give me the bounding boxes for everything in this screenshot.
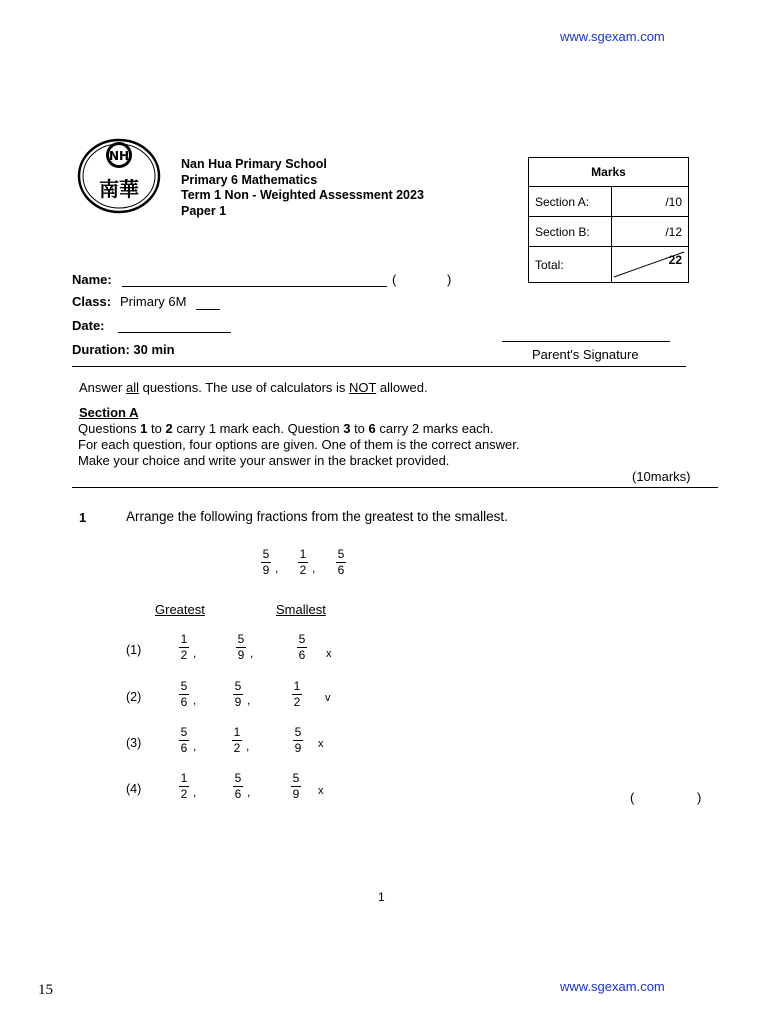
separator: ,	[250, 646, 254, 660]
page-number: 1	[378, 890, 385, 904]
option-4-fraction-3: 5 9	[292, 771, 300, 801]
question-text: Arrange the following fractions from the greatest to the smallest.	[126, 509, 508, 524]
separator: ,	[312, 561, 316, 575]
logo-chinese: 南華	[99, 177, 139, 201]
general-instruction: Answer all questions. The use of calculators is NOT allowed.	[79, 380, 428, 395]
marks-label-total: Total:	[529, 247, 612, 283]
option-4-handwritten-mark: x	[318, 785, 324, 797]
option-3-handwritten-mark: x	[318, 738, 324, 750]
paper-label: Paper 1	[181, 203, 227, 218]
separator: ,	[193, 785, 197, 799]
marks-score-total	[612, 247, 689, 283]
separator: ,	[275, 561, 279, 575]
answer-bracket-open[interactable]: (	[630, 790, 635, 805]
section-a-title: Section A	[79, 405, 139, 420]
class-label: Class:	[72, 294, 112, 309]
separator: ,	[193, 646, 197, 660]
class-value: Primary 6M	[120, 294, 187, 309]
option-4-fraction-1: 1 2	[180, 771, 188, 801]
assessment-title: Term 1 Non - Weighted Assessment 2023	[181, 188, 424, 202]
school-info	[181, 157, 424, 219]
answer-bracket-close[interactable]: )	[697, 790, 702, 805]
given-fraction-3: 5 6	[337, 547, 345, 577]
section-divider	[72, 487, 718, 488]
option-3-label[interactable]: (3)	[126, 736, 142, 750]
separator: ,	[247, 785, 251, 799]
marks-table	[528, 157, 689, 283]
marks-label-section-a: Section A:	[529, 187, 612, 217]
option-2-fraction-2: 5 9	[234, 679, 242, 709]
option-1-fraction-2: 5 9	[237, 632, 245, 662]
signature-line[interactable]	[502, 341, 670, 342]
given-fraction-1: 5 9	[262, 547, 270, 577]
date-line[interactable]	[118, 332, 231, 333]
question-number: 1	[79, 510, 87, 525]
section-a-options-instruction: For each question, four options are given. One of them is the correct answer.	[78, 437, 520, 452]
option-2-handwritten-mark: v	[325, 692, 331, 704]
subject: Primary 6 Mathematics	[181, 172, 318, 187]
greatest-label: Greatest	[155, 602, 205, 617]
option-3-fraction-3: 5 9	[294, 725, 302, 755]
marks-score-section-b: /12	[612, 217, 689, 247]
option-3-fraction-1: 5 6	[180, 725, 188, 755]
section-a-total-marks: (10marks)	[632, 469, 691, 484]
scan-page-number: 15	[38, 982, 53, 998]
option-2-fraction-1: 5 6	[180, 679, 188, 709]
option-3-fraction-2: 1 2	[233, 725, 241, 755]
index-bracket-open: (	[392, 272, 397, 287]
option-1-fraction-3: 5 6	[298, 632, 306, 662]
school-name: Nan Hua Primary School	[181, 157, 327, 171]
separator: ,	[247, 693, 251, 707]
signature-label: Parent's Signature	[532, 347, 639, 362]
date-label: Date:	[72, 318, 105, 333]
school-logo	[77, 138, 161, 214]
marks-total-value: 22	[668, 253, 682, 267]
section-a-answer-instruction: Make your choice and write your answer in the bracket provided.	[78, 453, 450, 468]
separator: ,	[193, 739, 197, 753]
name-label: Name:	[72, 272, 112, 287]
website-link-top[interactable]: www.sgexam.com	[560, 29, 665, 44]
option-4-label[interactable]: (4)	[126, 782, 142, 796]
header-divider	[72, 366, 686, 367]
option-2-label[interactable]: (2)	[126, 690, 142, 704]
logo-initials: NH	[108, 149, 130, 163]
website-link-bottom[interactable]: www.sgexam.com	[560, 979, 665, 994]
smallest-label: Smallest	[276, 602, 326, 617]
option-4-fraction-2: 5 6	[234, 771, 242, 801]
option-2-fraction-3: 1 2	[293, 679, 301, 709]
option-1-label[interactable]: (1)	[126, 643, 142, 657]
section-a-marks-instruction: Questions 1 to 2 carry 1 mark each. Question 3 to 6 carry 2 marks each.	[78, 421, 494, 436]
separator: ,	[193, 693, 197, 707]
option-1-handwritten-mark: x	[326, 648, 332, 660]
marks-label-section-b: Section B:	[529, 217, 612, 247]
marks-score-section-a: /10	[612, 187, 689, 217]
separator: ,	[246, 739, 250, 753]
class-line[interactable]	[196, 309, 220, 310]
index-bracket-close: )	[447, 272, 452, 287]
duration-label: Duration: 30 min	[72, 342, 175, 357]
name-line[interactable]	[122, 286, 387, 287]
given-fraction-2: 1 2	[299, 547, 307, 577]
marks-title: Marks	[529, 158, 689, 187]
option-1-fraction-1: 1 2	[180, 632, 188, 662]
